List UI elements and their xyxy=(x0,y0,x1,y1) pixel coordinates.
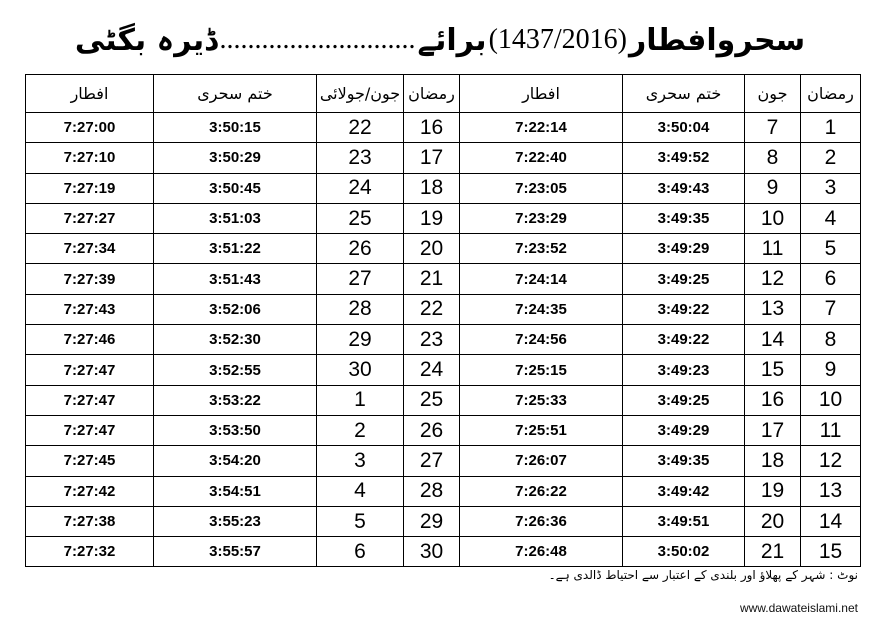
table-row xyxy=(26,173,861,203)
ramadan-day-2-cell: 23 xyxy=(404,325,460,355)
iftar-time-2-cell: 7:27:42 xyxy=(26,476,154,506)
table-row xyxy=(26,537,861,567)
table-row xyxy=(26,234,861,264)
june-date-cell: 15 xyxy=(745,355,801,385)
june-july-date-cell: 1 xyxy=(317,385,404,415)
sehri-time-2-cell: 3:53:22 xyxy=(154,385,317,415)
sehri-time-cell: 3:49:51 xyxy=(623,506,745,536)
website-link[interactable]: www.dawateislami.net xyxy=(739,601,858,615)
table-row xyxy=(26,203,861,233)
iftar-time-2-cell: 7:27:38 xyxy=(26,506,154,536)
ramadan-day-2-cell: 21 xyxy=(404,264,460,294)
ramadan-day-2-cell: 30 xyxy=(404,537,460,567)
june-date-cell: 17 xyxy=(745,415,801,445)
table-row xyxy=(26,415,861,445)
june-date-cell: 20 xyxy=(745,506,801,536)
june-july-date-cell: 28 xyxy=(317,294,404,324)
ramadan-day-2-cell: 28 xyxy=(404,476,460,506)
sehri-time-2-cell: 3:50:15 xyxy=(154,113,317,143)
sehri-time-2-cell: 3:50:45 xyxy=(154,173,317,203)
june-july-date-cell: 6 xyxy=(317,537,404,567)
june-july-date-cell: 27 xyxy=(317,264,404,294)
june-july-date-cell: 5 xyxy=(317,506,404,536)
ramadan-day-cell: 13 xyxy=(801,476,861,506)
header-sehri-2: ختم سحری xyxy=(154,75,317,113)
ramadan-day-cell: 10 xyxy=(801,385,861,415)
june-date-cell: 8 xyxy=(745,143,801,173)
sehri-time-2-cell: 3:54:20 xyxy=(154,446,317,476)
sehri-time-cell: 3:49:22 xyxy=(623,325,745,355)
header-iftar-2: افطار xyxy=(26,75,154,113)
ramadan-day-2-cell: 20 xyxy=(404,234,460,264)
ramadan-day-2-cell: 25 xyxy=(404,385,460,415)
june-july-date-cell: 24 xyxy=(317,173,404,203)
june-date-cell: 19 xyxy=(745,476,801,506)
sehri-time-2-cell: 3:55:57 xyxy=(154,537,317,567)
ramadan-day-2-cell: 27 xyxy=(404,446,460,476)
table-row xyxy=(26,506,861,536)
sehri-time-cell: 3:50:04 xyxy=(623,113,745,143)
title-for: برائے xyxy=(417,22,487,58)
iftar-time-cell: 7:22:14 xyxy=(460,113,623,143)
ramadan-day-cell: 4 xyxy=(801,203,861,233)
title-dots: ............................ xyxy=(219,24,416,55)
table-row xyxy=(26,264,861,294)
title-city: ڈیرہ بگٹی xyxy=(74,22,218,58)
ramadan-day-cell: 8 xyxy=(801,325,861,355)
june-july-date-cell: 29 xyxy=(317,325,404,355)
ramadan-day-2-cell: 29 xyxy=(404,506,460,536)
sehri-time-2-cell: 3:51:22 xyxy=(154,234,317,264)
table-row xyxy=(26,143,861,173)
iftar-time-cell: 7:24:56 xyxy=(460,325,623,355)
iftar-time-2-cell: 7:27:39 xyxy=(26,264,154,294)
june-july-date-cell: 23 xyxy=(317,143,404,173)
sehri-time-cell: 3:49:35 xyxy=(623,446,745,476)
sehri-time-2-cell: 3:53:50 xyxy=(154,415,317,445)
table-row xyxy=(26,355,861,385)
june-july-date-cell: 2 xyxy=(317,415,404,445)
iftar-time-cell: 7:25:15 xyxy=(460,355,623,385)
sehri-time-cell: 3:49:25 xyxy=(623,264,745,294)
timetable xyxy=(25,74,861,567)
sehri-time-2-cell: 3:51:43 xyxy=(154,264,317,294)
ramadan-day-cell: 12 xyxy=(801,446,861,476)
iftar-time-cell: 7:26:36 xyxy=(460,506,623,536)
table-row xyxy=(26,476,861,506)
header-june: جون xyxy=(745,75,801,113)
iftar-time-cell: 7:26:07 xyxy=(460,446,623,476)
ramadan-day-2-cell: 17 xyxy=(404,143,460,173)
title-year: (1437/2016) xyxy=(488,24,627,55)
iftar-time-cell: 7:22:40 xyxy=(460,143,623,173)
sehri-time-2-cell: 3:52:30 xyxy=(154,325,317,355)
sehri-time-2-cell: 3:52:55 xyxy=(154,355,317,385)
sehri-time-cell: 3:49:25 xyxy=(623,385,745,415)
iftar-time-2-cell: 7:27:45 xyxy=(26,446,154,476)
title-main: سحروافطار xyxy=(629,22,806,58)
ramadan-day-2-cell: 19 xyxy=(404,203,460,233)
header-row xyxy=(26,75,861,113)
iftar-time-2-cell: 7:27:00 xyxy=(26,113,154,143)
iftar-time-cell: 7:24:35 xyxy=(460,294,623,324)
page-title xyxy=(0,14,880,66)
sehri-time-cell: 3:49:35 xyxy=(623,203,745,233)
june-date-cell: 11 xyxy=(745,234,801,264)
june-july-date-cell: 26 xyxy=(317,234,404,264)
june-date-cell: 7 xyxy=(745,113,801,143)
ramadan-day-2-cell: 18 xyxy=(404,173,460,203)
iftar-time-cell: 7:26:22 xyxy=(460,476,623,506)
iftar-time-2-cell: 7:27:19 xyxy=(26,173,154,203)
header-june-july: جون/جولائی xyxy=(317,75,404,113)
table-row xyxy=(26,113,861,143)
iftar-time-cell: 7:25:51 xyxy=(460,415,623,445)
iftar-time-2-cell: 7:27:32 xyxy=(26,537,154,567)
table-row xyxy=(26,294,861,324)
sehri-time-2-cell: 3:51:03 xyxy=(154,203,317,233)
june-date-cell: 16 xyxy=(745,385,801,415)
ramadan-day-cell: 11 xyxy=(801,415,861,445)
june-date-cell: 21 xyxy=(745,537,801,567)
sehri-time-2-cell: 3:54:51 xyxy=(154,476,317,506)
iftar-time-cell: 7:26:48 xyxy=(460,537,623,567)
june-july-date-cell: 22 xyxy=(317,113,404,143)
june-date-cell: 13 xyxy=(745,294,801,324)
iftar-time-cell: 7:24:14 xyxy=(460,264,623,294)
iftar-time-cell: 7:25:33 xyxy=(460,385,623,415)
iftar-time-cell: 7:23:29 xyxy=(460,203,623,233)
iftar-time-2-cell: 7:27:27 xyxy=(26,203,154,233)
footnote: نوٹ : شہر کے پھلاؤ اور بلندی کے اعتبار سے احتیاط ڈالدی ہے۔ xyxy=(548,568,858,582)
iftar-time-2-cell: 7:27:34 xyxy=(26,234,154,264)
ramadan-day-cell: 9 xyxy=(801,355,861,385)
sehri-time-cell: 3:49:22 xyxy=(623,294,745,324)
june-date-cell: 14 xyxy=(745,325,801,355)
sehri-time-cell: 3:49:52 xyxy=(623,143,745,173)
june-july-date-cell: 3 xyxy=(317,446,404,476)
sehri-time-cell: 3:49:42 xyxy=(623,476,745,506)
header-iftar: افطار xyxy=(460,75,623,113)
june-date-cell: 10 xyxy=(745,203,801,233)
iftar-time-2-cell: 7:27:47 xyxy=(26,385,154,415)
ramadan-day-cell: 6 xyxy=(801,264,861,294)
sehri-time-2-cell: 3:52:06 xyxy=(154,294,317,324)
table-row xyxy=(26,325,861,355)
iftar-time-cell: 7:23:05 xyxy=(460,173,623,203)
iftar-time-2-cell: 7:27:47 xyxy=(26,415,154,445)
iftar-time-cell: 7:23:52 xyxy=(460,234,623,264)
iftar-time-2-cell: 7:27:10 xyxy=(26,143,154,173)
sehri-time-cell: 3:49:43 xyxy=(623,173,745,203)
ramadan-day-cell: 2 xyxy=(801,143,861,173)
ramadan-day-cell: 3 xyxy=(801,173,861,203)
ramadan-day-2-cell: 16 xyxy=(404,113,460,143)
ramadan-day-cell: 1 xyxy=(801,113,861,143)
header-sehri: ختم سحری xyxy=(623,75,745,113)
header-ramadan-2: رمضان xyxy=(404,75,460,113)
iftar-time-2-cell: 7:27:46 xyxy=(26,325,154,355)
june-july-date-cell: 4 xyxy=(317,476,404,506)
june-date-cell: 18 xyxy=(745,446,801,476)
table-row xyxy=(26,446,861,476)
june-july-date-cell: 25 xyxy=(317,203,404,233)
sehri-time-cell: 3:49:23 xyxy=(623,355,745,385)
june-date-cell: 9 xyxy=(745,173,801,203)
ramadan-day-2-cell: 22 xyxy=(404,294,460,324)
ramadan-day-cell: 7 xyxy=(801,294,861,324)
sehri-time-cell: 3:49:29 xyxy=(623,234,745,264)
header-ramadan: رمضان xyxy=(801,75,861,113)
sehri-time-cell: 3:50:02 xyxy=(623,537,745,567)
ramadan-day-2-cell: 24 xyxy=(404,355,460,385)
iftar-time-2-cell: 7:27:47 xyxy=(26,355,154,385)
sehri-time-2-cell: 3:50:29 xyxy=(154,143,317,173)
sehri-time-2-cell: 3:55:23 xyxy=(154,506,317,536)
june-july-date-cell: 30 xyxy=(317,355,404,385)
ramadan-day-cell: 5 xyxy=(801,234,861,264)
ramadan-day-2-cell: 26 xyxy=(404,415,460,445)
june-date-cell: 12 xyxy=(745,264,801,294)
iftar-time-2-cell: 7:27:43 xyxy=(26,294,154,324)
ramadan-day-cell: 14 xyxy=(801,506,861,536)
ramadan-day-cell: 15 xyxy=(801,537,861,567)
sehri-time-cell: 3:49:29 xyxy=(623,415,745,445)
table-row xyxy=(26,385,861,415)
